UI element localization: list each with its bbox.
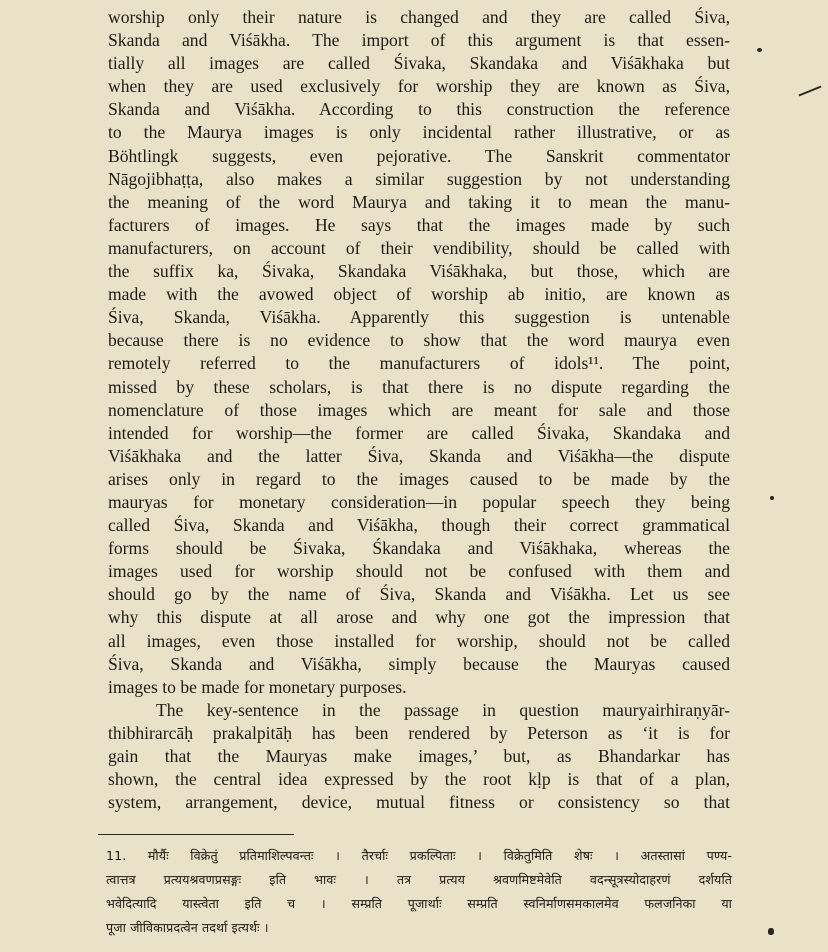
- footnote-line: भवेदित्यादि यास्त्वेता इति च । सम्प्रति पूजार्थाः सम्प्रति स्वनिर्माणसमकालमेव फलजनिका या: [106, 896, 732, 911]
- body-text: [108, 6, 730, 814]
- footnote-line: 11. मौर्यैः विक्रेतुं प्रतिमाशिल्पवन्तः । तैरर्चाः प्रकल्पिताः । विक्रेतुमिति शेषः । अतस्तासां पण्य-: [106, 848, 732, 863]
- text-line: intended for worship—the former are called Śivaka, Skandaka and: [108, 422, 730, 443]
- text-line: all images, even those installed for worship, should not be called: [108, 630, 730, 651]
- text-line: when they are used exclusively for worship they are known as Śiva,: [108, 76, 730, 97]
- text-line: called Śiva, Skanda and Viśākha, though their correct grammatical: [108, 515, 730, 536]
- footnote: [106, 844, 732, 940]
- text-line: tially all images are called Śivaka, Skandaka and Viśākhaka but: [108, 53, 730, 74]
- text-line: images used for worship should not be confused with them and: [108, 561, 730, 582]
- margin-mark: [768, 928, 774, 935]
- text-line: Viśākhaka and the latter Śiva, Skanda and Viśākha—the dispute: [108, 445, 730, 466]
- text-line: Böhtlingk suggests, even pejorative. The Sanskrit commentator: [108, 145, 730, 166]
- text-line: manufacturers, on account of their vendibility, should be called with: [108, 237, 730, 258]
- margin-mark: [770, 496, 774, 500]
- footnote-rule: [98, 834, 294, 835]
- text-line: mauryas for monetary consideration—in popular speech they being: [108, 491, 730, 512]
- text-line: why this dispute at all arose and why one got the impression that: [108, 607, 730, 628]
- text-line: forms should be Śivaka, Śkandaka and Viśākhaka, whereas the: [108, 538, 730, 559]
- paragraph-start-line: The key-sentence in the passage in question mauryairhiraṇyār-: [156, 699, 730, 720]
- text-line: facturers of images. He says that the images made by such: [108, 214, 730, 235]
- paragraph-end-line: images to be made for monetary purposes.: [108, 676, 407, 697]
- text-line: shown, the central idea expressed by the root kḷp is that of a plan,: [108, 769, 730, 790]
- text-line: worship only their nature is changed and they are called Śiva,: [108, 7, 730, 27]
- margin-mark: [757, 48, 762, 52]
- text-line: arises only in regard to the images caused to be made by the: [108, 468, 730, 489]
- text-line: remotely referred to the manufacturers of idols¹¹. The point,: [108, 353, 730, 374]
- text-line: Śiva, Skanda, Viśākha. Apparently this suggestion is untenable: [108, 307, 730, 328]
- text-line: Śiva, Skanda and Viśākha, simply because the Mauryas caused: [108, 653, 730, 674]
- text-line: nomenclature of those images which are meant for sale and those: [108, 399, 730, 420]
- footnote-line: पूजा जीविकाप्रदत्वेन तदर्था इत्यर्थः ।: [106, 920, 269, 935]
- text-line: the meaning of the word Maurya and taking it to mean the manu-: [108, 191, 730, 212]
- text-line: Nāgojibhaṭṭa, also makes a similar suggestion by not understanding: [108, 168, 730, 189]
- text-line: because there is no evidence to show that the word maurya even: [108, 330, 730, 351]
- text-line: system, arrangement, device, mutual fitness or consistency so that: [108, 792, 730, 813]
- text-line: thibhirarcāḥ prakalpitāḥ has been rendered by Peterson as ‘it is for: [108, 722, 730, 743]
- text-line: gain that the Mauryas make images,’ but, as Bhandarkar has: [108, 746, 730, 766]
- text-line: Skanda and Viśākha. The import of this argument is that essen-: [108, 30, 730, 51]
- text-line: should go by the name of Śiva, Skanda and Viśākha. Let us see: [108, 584, 730, 605]
- text-line: missed by these scholars, is that there is no dispute regarding the: [108, 376, 730, 397]
- text-line: to the Maurya images is only incidental rather illustrative, or as: [108, 122, 730, 143]
- text-line: made with the avowed object of worship ab initio, are known as: [108, 284, 730, 305]
- text-line: Skanda and Viśākha. According to this construction the reference: [108, 99, 730, 120]
- footnote-line: त्वात्तत्र प्रत्ययश्रवणप्रसङ्गः इति भावः । तत्र प्रत्यय श्रवणमिष्टमेवेति वदन्सूत्रस्योदाहरणं दर्शयति: [106, 872, 732, 887]
- margin-mark: [798, 86, 821, 97]
- text-line: the suffix ka, Śivaka, Skandaka Viśākhaka, but those, which are: [108, 261, 730, 282]
